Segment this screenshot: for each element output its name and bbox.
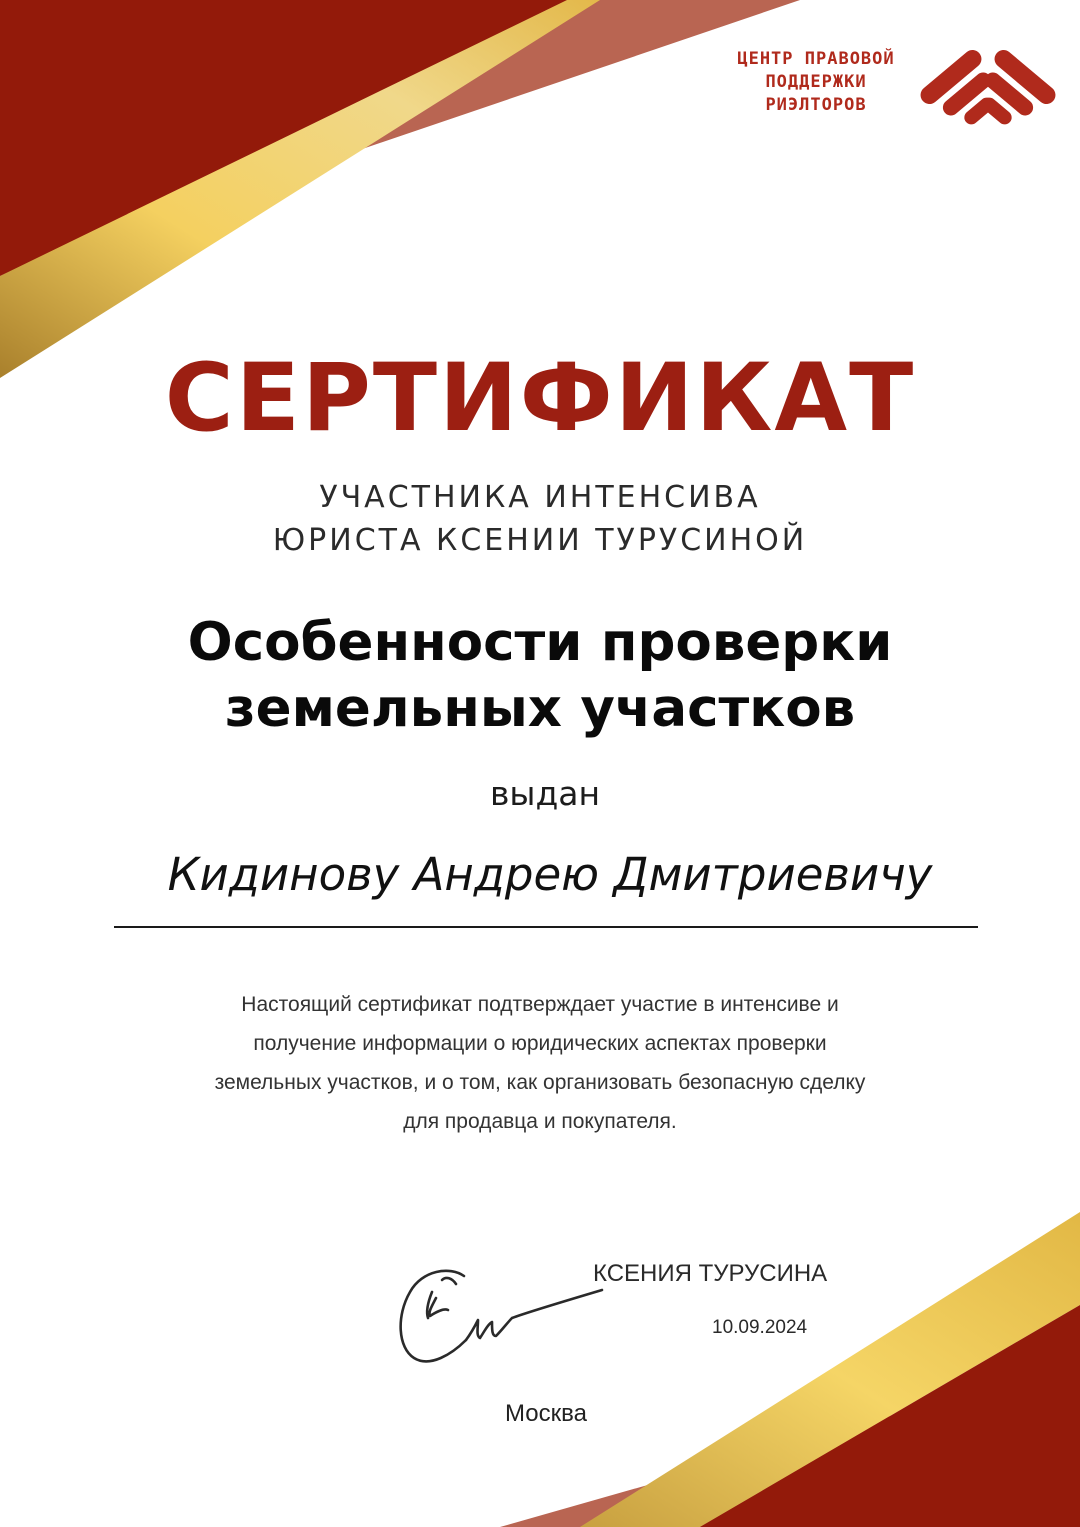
logo-line-1: ЦЕНТР ПРАВОВОЙ <box>737 49 895 69</box>
logo-line-2: ПОДДЕРЖКИ <box>765 72 867 92</box>
handwritten-signature <box>392 1258 614 1376</box>
issue-date: 10.09.2024 <box>712 1317 808 1338</box>
signer-name: КСЕНИЯ ТУРУСИНА <box>593 1260 828 1287</box>
certificate-description <box>110 985 970 1141</box>
recipient-name: Кидинову Андрею Дмитриевичу <box>167 848 933 901</box>
description-line-1: Настоящий сертификат подтверждает участие в интенсиве и <box>241 993 839 1016</box>
certificate-title: СЕРТИФИКАТ <box>164 344 916 453</box>
course-line-1: Особенности проверки <box>187 612 893 673</box>
issue-city: Москва <box>505 1400 587 1427</box>
organization-name <box>700 48 932 117</box>
course-title <box>0 610 1080 742</box>
subtitle-line-2: ЮРИСТА КСЕНИИ ТУРУСИНОЙ <box>272 523 808 558</box>
logo-icon <box>912 40 1064 136</box>
certificate-subtitle <box>0 476 1080 562</box>
course-line-2: земельных участков <box>224 678 856 739</box>
issued-label: выдан <box>489 774 601 813</box>
description-line-4: для продавца и покупателя. <box>403 1110 677 1133</box>
logo-line-3: РИЭЛТОРОВ <box>765 95 867 115</box>
recipient-underline <box>114 926 978 928</box>
description-line-2: получение информации о юридических аспектах проверки <box>253 1032 827 1055</box>
description-line-3: земельных участков, и о том, как организовать безопасную сделку <box>214 1071 866 1094</box>
subtitle-line-1: УЧАСТНИКА ИНТЕНСИВА <box>319 480 761 515</box>
